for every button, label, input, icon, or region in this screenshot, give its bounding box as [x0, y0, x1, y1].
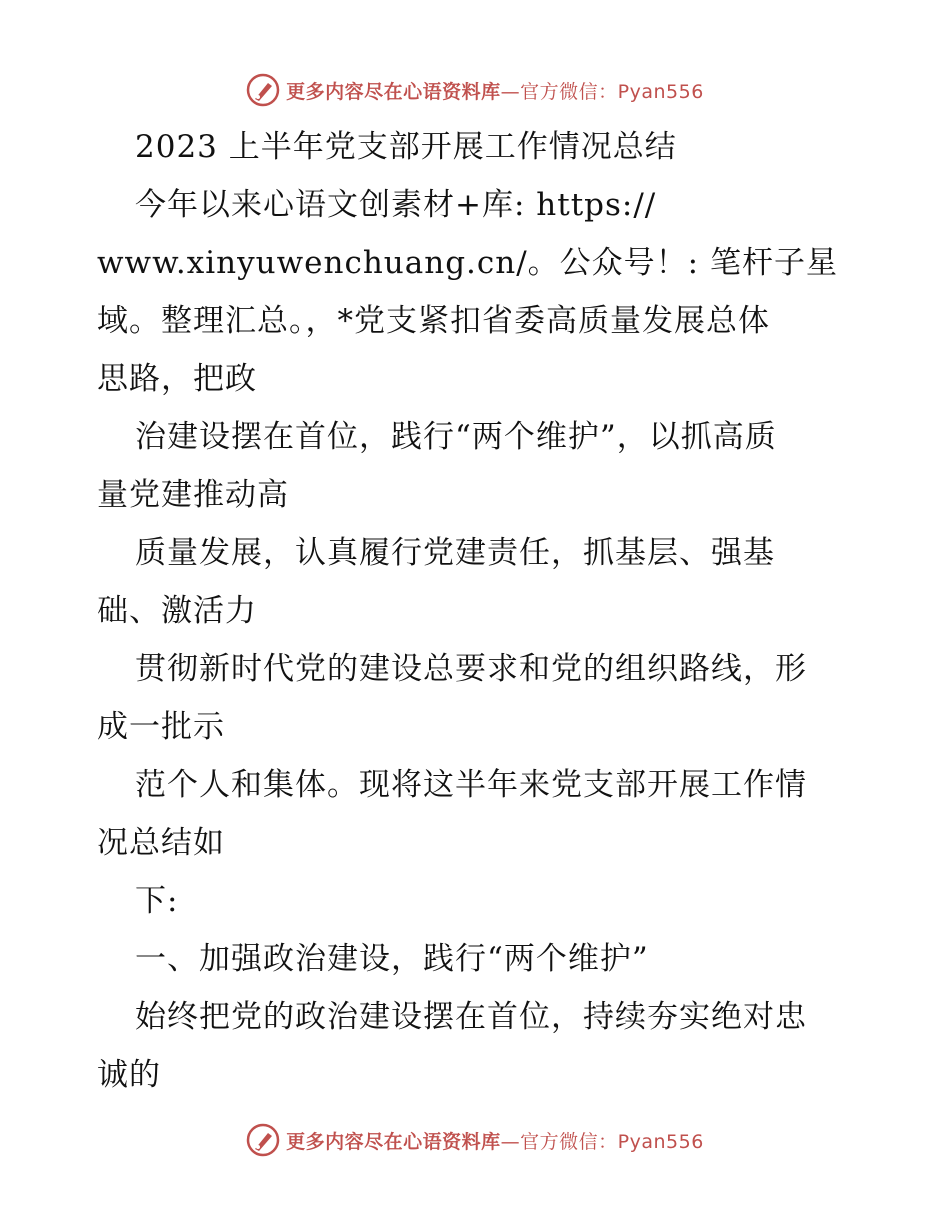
section-heading: 一、加强政治建设，践行“两个维护” [135, 941, 649, 977]
paragraph-line: 况总结如 [97, 825, 225, 861]
watermark-dash: — [500, 80, 521, 103]
paragraph-line: 下: [135, 883, 179, 919]
document-title: 2023 上半年党支部开展工作情况总结 [135, 129, 677, 165]
paragraph-line: 始终把党的政治建设摆在首位，持续夯实绝对忠 [135, 999, 807, 1035]
paragraph-line: 诚的 [97, 1057, 161, 1093]
watermark-banner-top [0, 68, 950, 112]
watermark-group [246, 73, 704, 107]
watermark-group [246, 1123, 704, 1157]
watermark-wechat: 官方微信：Pyan556 [520, 1130, 704, 1153]
watermark-text [286, 77, 704, 104]
paragraph-line: 础、激活力 [97, 593, 257, 629]
watermark-dash: — [500, 1130, 521, 1153]
paragraph-line: 范个人和集体。现将这半年来党支部开展工作情 [135, 767, 807, 803]
document-body [97, 118, 857, 1104]
watermark-text [286, 1127, 704, 1154]
paragraph-line: 思路，把政 [97, 361, 257, 397]
paragraph-line: 治建设摆在首位，践行“两个维护”，以抓高质 [135, 419, 777, 455]
paragraph-line: 成一批示 [97, 709, 225, 745]
paragraph-line: 质量发展，认真履行党建责任，抓基层、强基 [135, 535, 775, 571]
pen-logo-icon [246, 73, 280, 107]
pen-logo-icon [246, 1123, 280, 1157]
paragraph-line: 量党建推动高 [97, 477, 289, 513]
watermark-title: 更多内容尽在心语资料库 [286, 80, 501, 103]
watermark-title: 更多内容尽在心语资料库 [286, 1130, 501, 1153]
paragraph-line: 域。整理汇总。，*党支紧扣省委高质量发展总体 [97, 303, 770, 339]
paragraph-line: www.xinyuwenchuang.cn/。公众号！: 笔杆子星 [97, 245, 838, 281]
paragraph-line: 贯彻新时代党的建设总要求和党的组织路线，形 [135, 651, 807, 687]
watermark-banner-bottom [0, 1118, 950, 1162]
watermark-wechat: 官方微信：Pyan556 [520, 80, 704, 103]
paragraph-line: 今年以来心语文创素材+库: https:// [135, 187, 657, 223]
